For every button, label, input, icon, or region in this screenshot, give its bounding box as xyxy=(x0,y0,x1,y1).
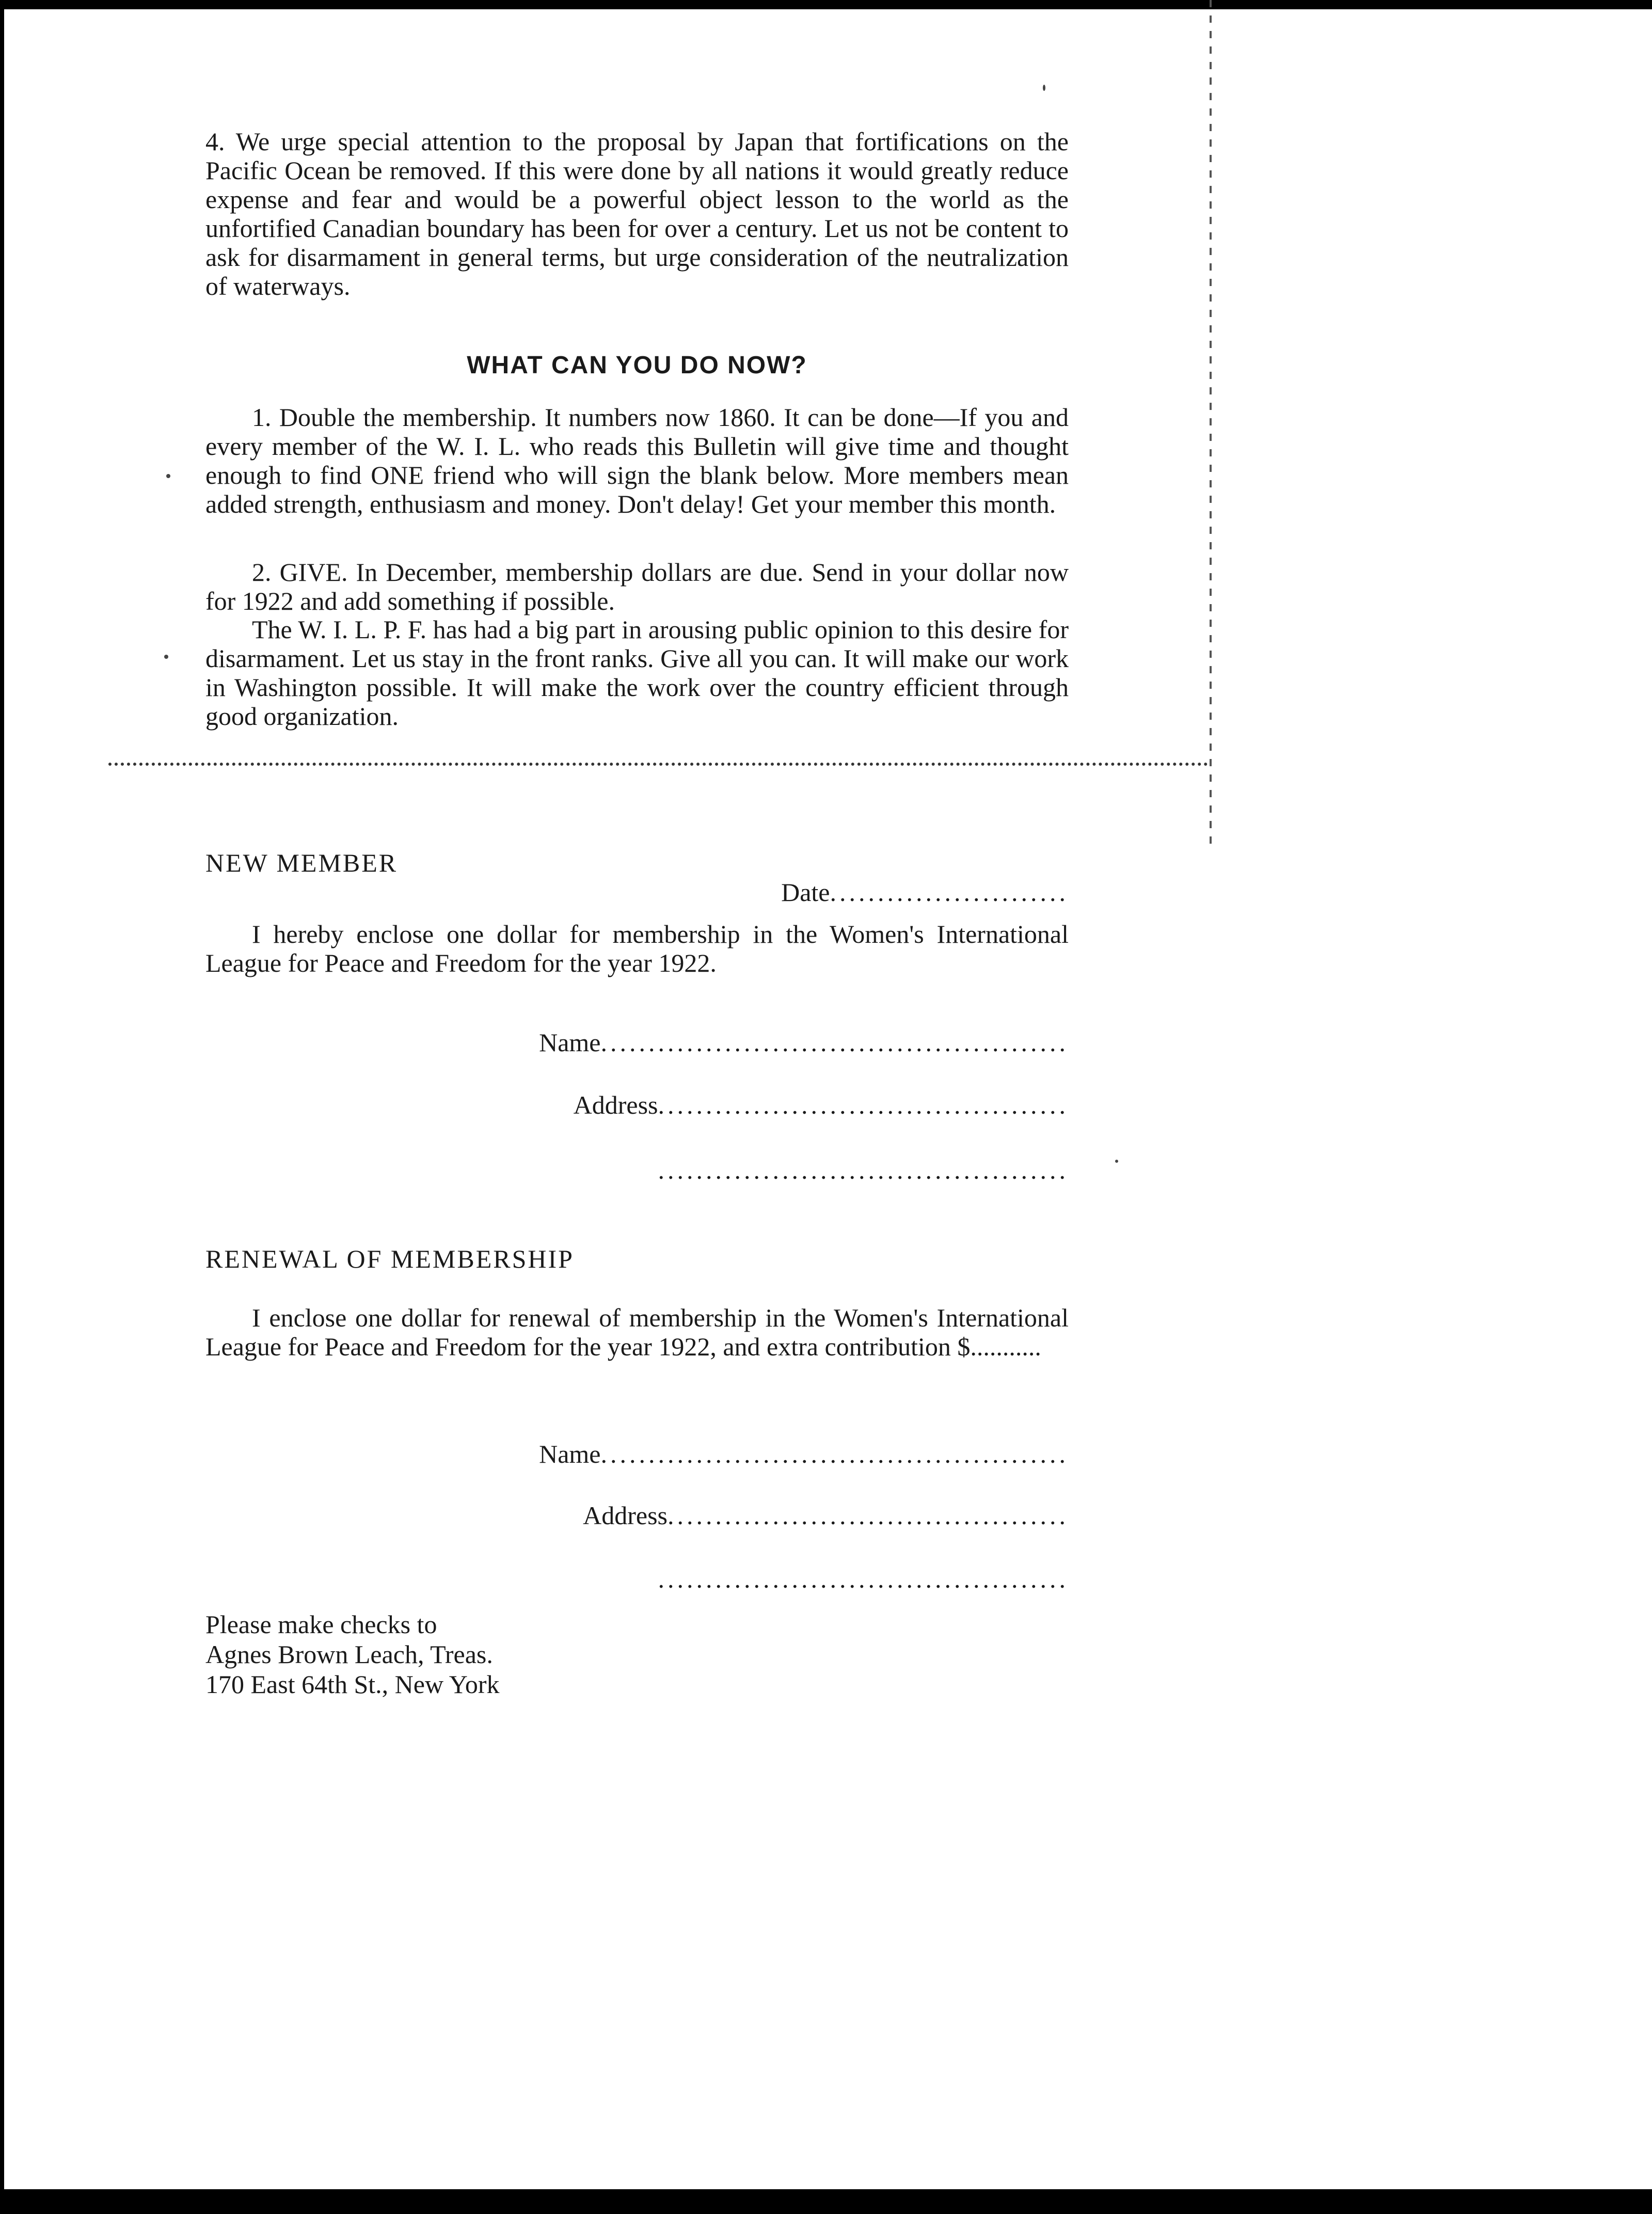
payment-instructions xyxy=(205,1609,499,1699)
new-member-title: NEW MEMBER xyxy=(205,848,398,877)
footer-line-1: Please make checks to xyxy=(205,1610,437,1639)
cut-here-line xyxy=(108,763,1208,766)
date-label: Date xyxy=(781,878,830,907)
paragraph-double-membership: 1. Double the membership. It numbers now 1860. It can be done—If you and every member of the W. I. L. who reads this Bulletin will give time and thought enough to find ONE friend who will sign the blank below. More members mean added strength, enthusiasm and money. Don't delay! Get your member this month. xyxy=(205,403,1069,518)
paragraph-give: 2. GIVE. In December, membership dollars are due. Send in your dollar now for 1922 and add something if possible. xyxy=(205,558,1069,615)
address-line2-dots: ........................................... xyxy=(658,1156,1069,1184)
scan-speck xyxy=(1043,85,1045,91)
scan-speck xyxy=(1115,1160,1118,1163)
address-label: Address xyxy=(583,1501,668,1530)
name-label: Name xyxy=(539,1440,601,1468)
new-member-address-line2[interactable] xyxy=(658,1156,1069,1184)
name-leader-dots: ................................................. xyxy=(600,1028,1069,1057)
footer-line-2: Agnes Brown Leach, Treas. xyxy=(205,1640,493,1669)
renewal-name-field[interactable] xyxy=(539,1440,1069,1468)
renewal-title: RENEWAL OF MEMBERSHIP xyxy=(205,1244,574,1273)
renewal-address-line2[interactable] xyxy=(658,1564,1069,1593)
new-member-name-field[interactable] xyxy=(539,1028,1069,1057)
scan-border-bottom xyxy=(0,2189,1652,2214)
new-member-text: I hereby enclose one dollar for membership in the Women's International League for Peace and Freedom for the year 1922. xyxy=(205,920,1069,977)
footer-line-3: 170 East 64th St., New York xyxy=(205,1670,500,1699)
name-leader-dots: ................................................. xyxy=(600,1440,1069,1468)
address-leader-dots: .......................................... xyxy=(668,1501,1069,1530)
scan-border-left xyxy=(0,0,4,2214)
name-label: Name xyxy=(539,1028,601,1057)
page-fold-edge xyxy=(1210,0,1212,852)
paragraph-fortifications: 4. We urge special attention to the proposal by Japan that fortifications on the Pacific Ocean be removed. If this were done by all nations it would greatly reduce expense and fear and would be a powerful object lesson to the world as the unfortified Canadian boundary has been for over a century. Let us not be content to ask for disarmament in general terms, but urge consideration of the neutralization of waterways. xyxy=(205,127,1069,301)
scan-speck xyxy=(166,474,170,478)
paragraph-wilpf-role: The W. I. L. P. F. has had a big part in arousing public opinion to this desire for disarmament. Let us stay in the front ranks. Give all you can. It will make our work in Washington possible. It will make the work over the country efficient through good organization. xyxy=(205,615,1069,731)
scan-border-top xyxy=(0,0,1652,9)
new-member-address-field[interactable] xyxy=(574,1090,1069,1119)
address-label: Address xyxy=(573,1090,658,1119)
address-leader-dots: ........................................... xyxy=(658,1090,1069,1119)
date-leader-dots: ......................... xyxy=(830,878,1069,907)
address-line2-dots: ........................................... xyxy=(658,1564,1069,1593)
section-heading: WHAT CAN YOU DO NOW? xyxy=(467,352,807,379)
date-field[interactable] xyxy=(781,878,1069,907)
renewal-text: I enclose one dollar for renewal of membership in the Women's International League for Peace and Freedom for the year 1922, and extra contribution $........... xyxy=(205,1303,1069,1361)
scan-speck xyxy=(164,655,168,659)
renewal-address-field[interactable] xyxy=(583,1501,1069,1530)
